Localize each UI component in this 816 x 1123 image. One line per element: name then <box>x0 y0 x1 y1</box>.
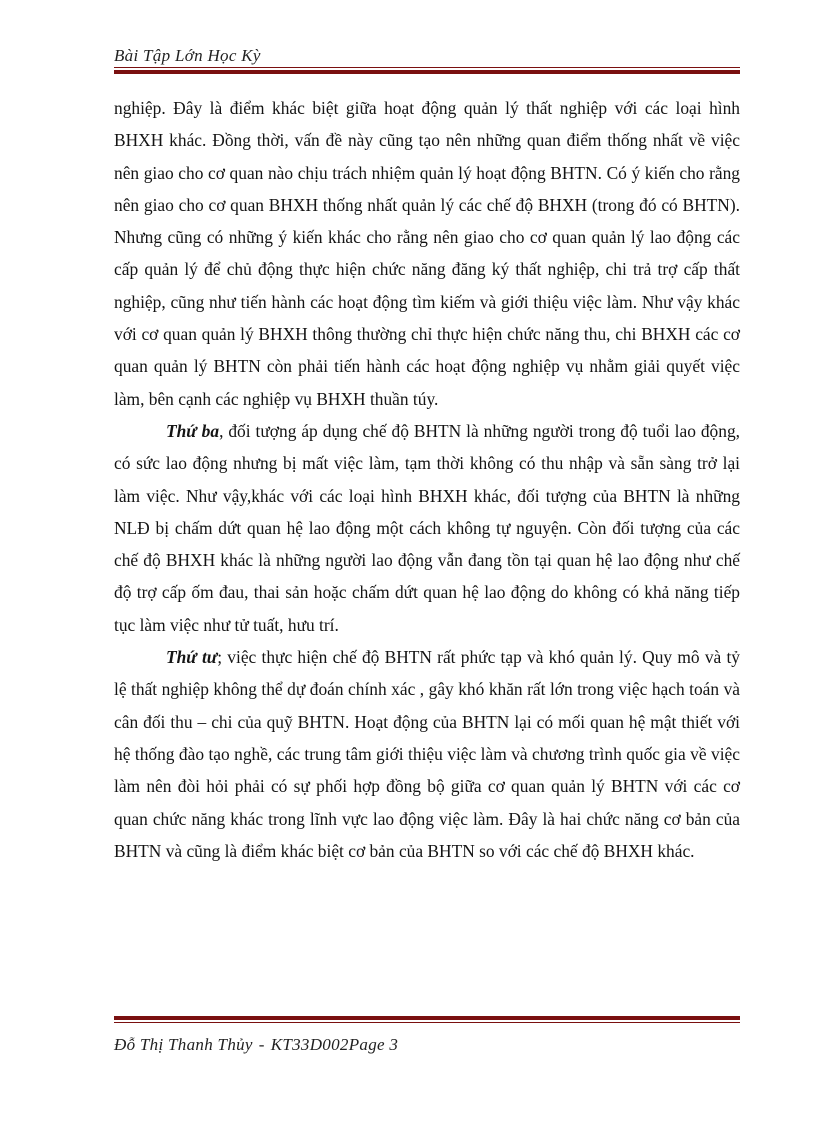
paragraph-3-text: ; việc thực hiện chế độ BHTN rất phức tạp và khó quản lý. Quy mô và tỷ lệ thất nghiệp không thể dự đoán chính xác , gây khó khăn rất lớn trong việc hạch toán và cân đối thu – chi của quỹ BHTN. Hoạt động của BHTN lại có mối quan hệ mật thiết với hệ thống đào tạo nghề, các trung tâm giới thiệu việc làm và chương trình quốc gia về việc làm nên đòi hỏi phải có sự phối hợp đồng bộ giữa cơ quan quản lý BHTN với các cơ quan chức năng khác trong lĩnh vực lao động việc làm. Đây là hai chức năng cơ bản của BHTN và cũng là điểm khác biệt cơ bản của BHTN so với các chế độ BHXH khác. <box>114 647 741 861</box>
paragraph-3-lead: Thứ tư <box>166 647 218 668</box>
header-title: Bài Tập Lớn Học Kỳ <box>114 46 261 65</box>
footer <box>114 1035 398 1055</box>
paragraph-1: nghiệp. Đây là điểm khác biệt giữa hoạt động quản lý thất nghiệp với các loại hình BHXH khác. Đồng thời, vấn đề này cũng tạo nên những quan điểm thống nhất về việc nên giao cho cơ quan nào chịu trách nhiệm quản lý hoạt động BHTN. Có ý kiến cho rằng nên giao cho cơ quan BHXH thống nhất quản lý các chế độ BHXH (trong đó có BHTN). Nhưng cũng có những ý kiến khác cho rằng nên giao cho cơ quan quản lý lao động các cấp quản lý để chủ động thực hiện chức năng đăng ký thất nghiệp, chi trả trợ cấp thất nghiệp, cũng như tiến hành các hoạt động tìm kiếm và giới thiệu việc làm. Như vậy khác với cơ quan quản lý BHXH thông thường chỉ thực hiện chức năng thu, chi BHXH các cơ quan quản lý BHTN còn phải tiến hành các hoạt động nghiệp vụ nhằm giải quyết việc làm, bên cạnh các nghiệp vụ BHXH thuần túy. <box>114 98 740 409</box>
paragraph-3 <box>114 641 740 867</box>
body-text <box>114 92 740 867</box>
footer-rule-thick <box>114 1016 740 1020</box>
paragraph-2-text: , đối tượng áp dụng chế độ BHTN là những người trong độ tuổi lao động, có sức lao động nhưng bị mất việc làm, tạm thời không có thu nhập và sẵn sàng trở lại làm việc. Như vậy,khác với các loại hình BHXH khác, đối tượng của BHTN là những NLĐ bị chấm dứt quan hệ lao động một cách không tự nguyện. Còn đối tượng của các chế độ BHXH khác là những người lao động vẫn đang tồn tại quan hệ lao động như chế độ trợ cấp ốm đau, thai sản hoặc chấm dứt quan hệ lao động do không có khả năng tiếp tục làm việc như tử tuất, hưu trí. <box>114 420 740 635</box>
footer-rule-thin <box>114 1022 740 1023</box>
header-rule-thick <box>114 70 740 74</box>
footer-author: Đỗ Thị Thanh Thủy <box>114 1035 253 1054</box>
footer-page: KT33D002Page 3 <box>270 1035 399 1054</box>
footer-separator: - <box>258 1035 265 1054</box>
header-rule-thin <box>114 67 740 68</box>
paragraph-2-lead: Thứ ba <box>166 420 220 441</box>
paragraph-2 <box>114 415 740 641</box>
